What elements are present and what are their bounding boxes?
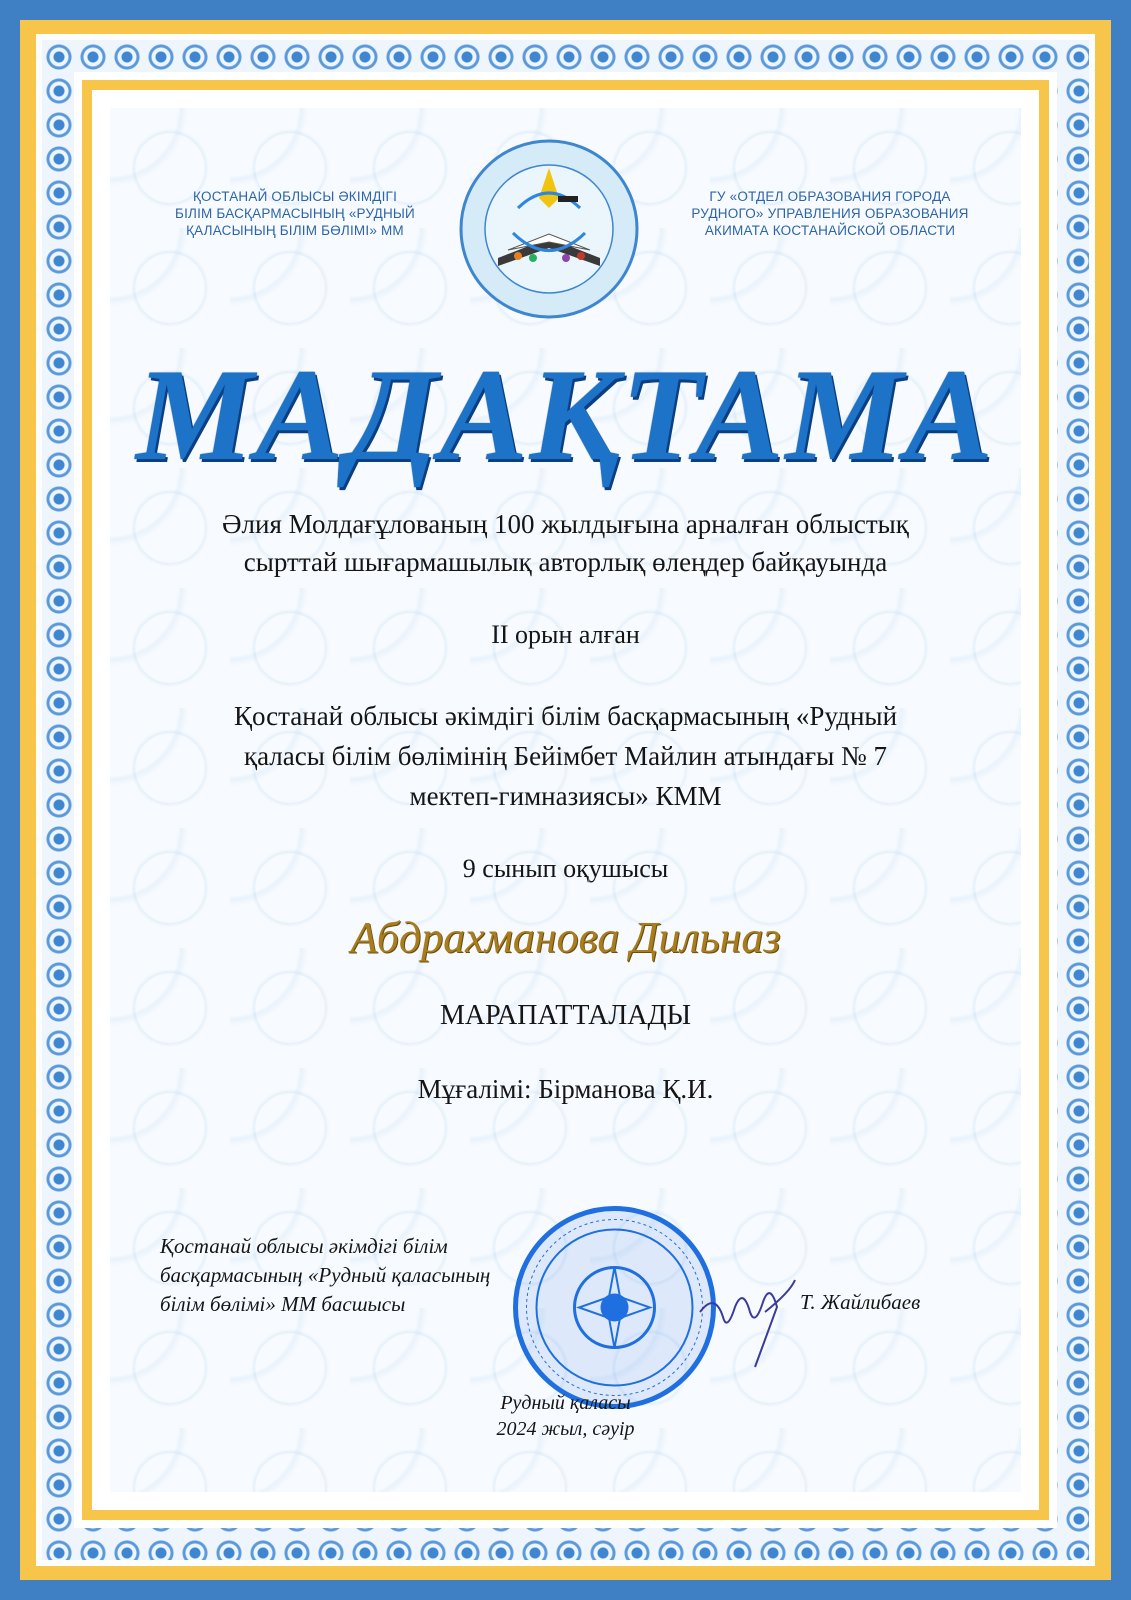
date-text: 2024 жыл, сәуір <box>496 1418 635 1440</box>
header-right-line: РУДНОГО» УПРАВЛЕНИЯ ОБРАЗОВАНИЯ <box>691 206 969 221</box>
signatory-line: білім бөлімі» ММ басшысы <box>160 1292 406 1316</box>
place-text: ІІ орын алған <box>491 620 640 649</box>
city-text: Рудный қаласы <box>500 1392 631 1414</box>
header-left-line: ҚОСТАНАЙ ОБЛЫСЫ ӘКІМДІГІ <box>192 189 398 204</box>
school-line: қаласы білім бөлімінің Бейімбет Майлин атындағы № 7 <box>243 741 888 771</box>
official-stamp-icon <box>512 1205 717 1410</box>
signatory-line: басқармасының «Рудный қаласының <box>160 1263 491 1287</box>
school-line: Қостанай облысы әкімдігі білім басқармасының «Рудный <box>233 701 898 731</box>
contest-line: Әлия Молдағұлованың 100 жылдығына арналған облыстық <box>222 509 909 539</box>
grade-text: 9 сынып оқушысы <box>462 854 669 883</box>
header-right-line: ГУ «ОТДЕЛ ОБРАЗОВАНИЯ ГОРОДА <box>709 189 951 204</box>
signatory-line: Қостанай облысы әкімдігі білім <box>160 1234 448 1258</box>
education-department-emblem-icon <box>458 138 640 320</box>
contest-description <box>110 505 1021 581</box>
school-line: мектеп-гимназиясы» КММ <box>409 781 722 811</box>
contest-line: сырттай шығармашылық авторлық өлеңдер байқауында <box>243 547 888 577</box>
school-description <box>110 696 1021 816</box>
header-left-line: БІЛІМ БАСҚАРМАСЫНЫҢ «РУДНЫЙ <box>175 206 415 221</box>
recipient-name: Абдрахманова Дильназ <box>350 913 781 962</box>
header-right-line: АКИМАТА КОСТАНАЙСКОЙ ОБЛАСТИ <box>704 223 956 238</box>
signer-name: Т. Жайлибаев <box>800 1290 921 1314</box>
award-text: МАРАПАТТАЛАДЫ <box>439 1000 692 1031</box>
handwritten-signature-icon <box>695 1272 805 1382</box>
issue-place-date <box>400 1390 731 1442</box>
teacher-text: Мұғалімі: Бірманова Қ.И. <box>417 1074 714 1104</box>
header-left-line: ҚАЛАСЫНЫҢ БІЛІМ БӨЛІМІ» ММ <box>186 223 404 238</box>
header-left-organization <box>160 188 430 239</box>
header-right-organization <box>680 188 980 239</box>
certificate-title: МАДАҚТАМА <box>136 341 995 488</box>
